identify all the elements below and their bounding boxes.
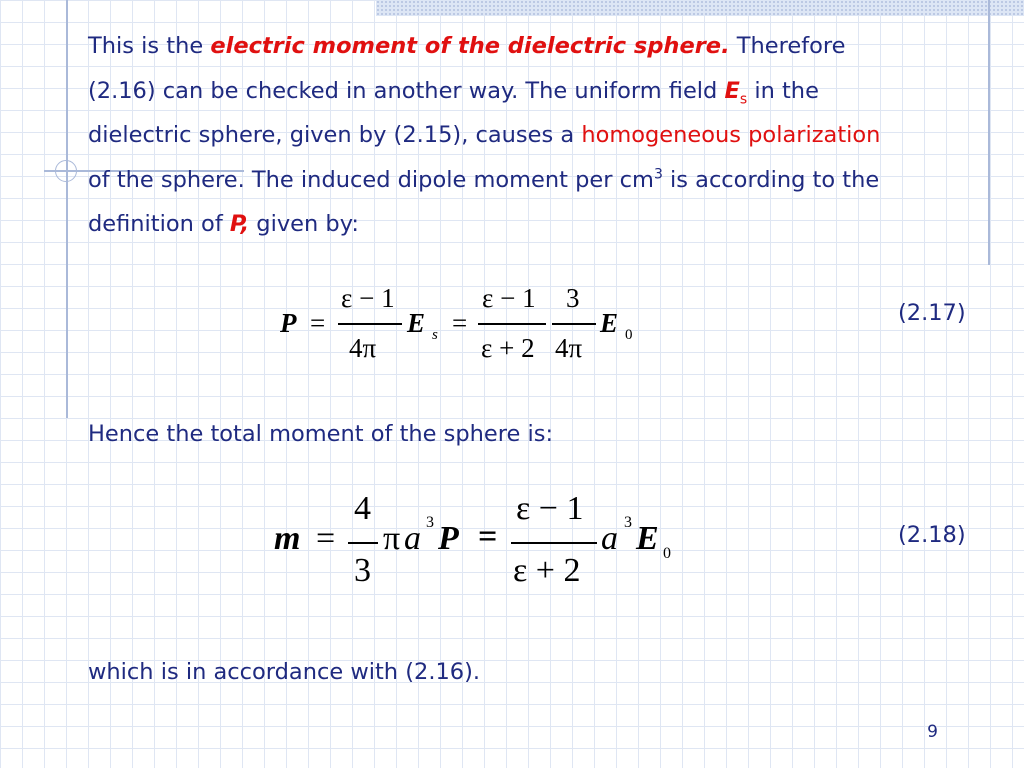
page-number: 9 [927, 722, 938, 742]
eq218-frac2-bar [511, 542, 597, 544]
decorative-circle [55, 160, 77, 182]
eq218-equals: = [316, 520, 336, 557]
intro-line-5: definition of P, given by: [88, 211, 359, 237]
eq217-field2: E [600, 308, 619, 338]
equation-tag-2-17: (2.17) [898, 300, 966, 326]
eq218-frac1-num: 4 [354, 490, 371, 527]
eq217-frac1-bar [338, 323, 402, 325]
eq217-field1: E [407, 308, 426, 338]
intro-line-4: of the sphere. The induced dipole moment per $cm^3$ is according to the [88, 166, 880, 193]
intro-paragraph [88, 24, 978, 247]
eq218-p: P [438, 520, 459, 557]
emphasis-homogeneous-polarization: homogeneous polarization [581, 122, 881, 148]
eq217-frac2-bar [478, 323, 546, 325]
symbol-p: P, [229, 211, 250, 237]
intro-line-1: This is the electric moment of the dielectric sphere. Therefore [88, 33, 846, 59]
eq218-a: a [404, 520, 421, 557]
eq218-a2-sup: 3 [624, 514, 632, 531]
symbol-e-subscript: s [739, 91, 748, 107]
eq218-pi: π [383, 520, 401, 557]
left-rule [66, 0, 68, 418]
eq217-frac2-num: ε − 1 [482, 283, 536, 313]
eq217-equals: = [310, 308, 326, 338]
eq217-frac3-num: 3 [566, 283, 580, 313]
cm-superscript: 3 [653, 166, 663, 182]
eq218-frac1-den: 3 [354, 552, 371, 589]
eq217-equals-2: = [452, 308, 468, 338]
right-rule [988, 0, 990, 265]
eq217-field2-sub: 0 [625, 327, 633, 343]
eq218-frac2-den: ε + 2 [513, 552, 581, 589]
eq218-a2: a [601, 520, 618, 557]
eq218-frac1-bar [348, 542, 378, 544]
eq218-frac2-num: ε − 1 [516, 490, 584, 527]
eq218-lhs: m [274, 520, 301, 557]
eq218-field-sub: 0 [663, 545, 671, 562]
eq217-frac3-den: 4π [555, 333, 583, 363]
total-moment-paragraph: Hence the total moment of the sphere is: [88, 421, 554, 447]
eq217-frac3-bar [552, 323, 596, 325]
corner-pattern [376, 0, 1024, 16]
eq217-frac1-num: ε − 1 [341, 283, 395, 313]
equation-tag-2-18: (2.18) [898, 522, 966, 548]
eq217-frac2-den: ε + 2 [481, 333, 535, 363]
eq218-field: E [636, 520, 659, 557]
eq217-frac1-den: 4π [349, 333, 377, 363]
eq217-field1-sub: s [432, 327, 438, 343]
intro-line-2: (2.16) can be checked in another way. The uniform field $E_s$ in the [88, 77, 819, 107]
conclusion-paragraph: which is in accordance with (2.16). [88, 659, 481, 685]
eq217-lhs: P [280, 308, 297, 338]
eq218-a-sup: 3 [426, 514, 434, 531]
eq218-equals-2: = [478, 518, 498, 555]
symbol-e: E [724, 77, 740, 104]
intro-line-3: dielectric sphere, given by (2.15), causes a homogeneous polarization [88, 122, 881, 148]
emphasis-electric-moment: electric moment of the dielectric sphere. [210, 33, 730, 59]
